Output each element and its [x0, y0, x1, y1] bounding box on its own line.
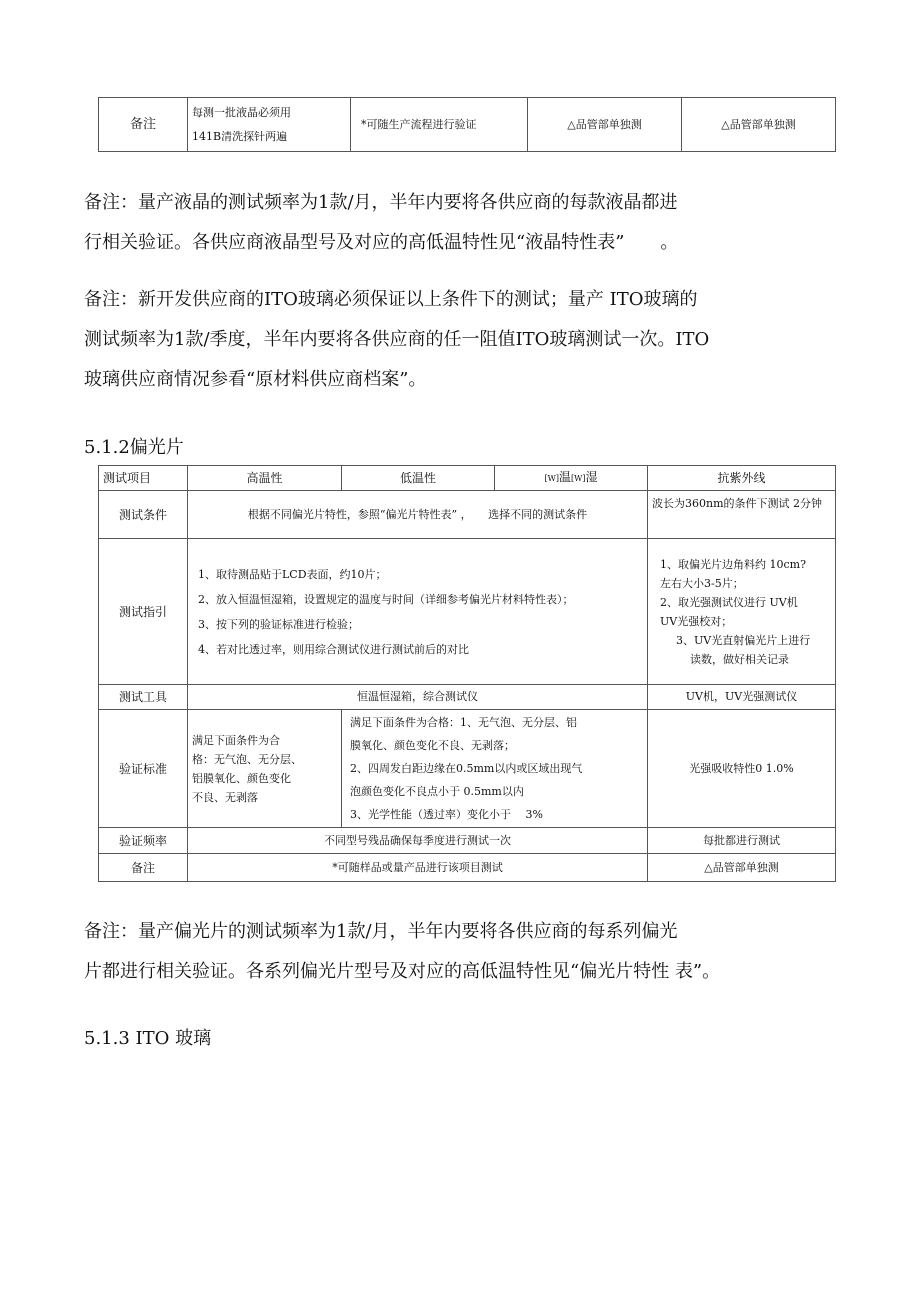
frequency-text: 不同型号残品确保每季度进行测试一次 — [188, 828, 648, 854]
tool-text: 恒温恒湿箱，综合测试仪 — [188, 685, 648, 710]
condition-uv: 波长为360nm的条件下测试 2分钟 — [648, 491, 836, 539]
header-uv: 抗紫外线 — [648, 466, 836, 491]
frequency-uv: 每批都进行测试 — [648, 828, 836, 854]
ito-frequency-note: 备注：新开发供应商的ITO玻璃必须保证以上条件下的测试；量产 ITO玻璃的 测试频率为1款/季度，半年内要将各供应商的任一阻值ITO玻璃测试一次。ITO 玻璃供应商情况参看“原材料供应商档案”。 — [84, 289, 710, 390]
standard-label: 验证标准 — [99, 710, 188, 828]
guide-label: 测试指引 — [99, 539, 188, 685]
tool-uv: UV机，UV光强测试仪 — [648, 685, 836, 710]
probe-cleaning-note: 每测一批液晶必须用 141B清洗探针两遍 — [188, 98, 351, 152]
table-row — [99, 854, 836, 882]
standard-high-temp: 满足下面条件为合 格：无气泡、无分层、 铝膜氧化、颜色变化 不良、无剥落 — [188, 710, 342, 828]
remark-text: *可随样品或量产品进行该项目测试 — [188, 854, 648, 882]
lcd-frequency-note: 备注：量产液晶的测试频率为1款/月，半年内要将各供应商的每款液晶都进 行相关验证。各供应商液晶型号及对应的高低温特性见“液晶特性表” 。 — [84, 192, 679, 253]
table-row — [99, 98, 836, 152]
top-remark-table — [98, 97, 836, 152]
qa-separate-test-2: △品管部单独测 — [682, 98, 836, 152]
standard-low-humid: 满足下面条件为合格：1、无气泡、无分层、铝 膜氧化、颜色变化不良、无剥落； 2、四周发白距边缘在0.5mm以内或区域出现气 泡颜色变化不良点小于 0.5mm以内 3、光学性能（透过率）变化小于 3% — [342, 710, 648, 828]
guide-steps: 1、取待测品贴于LCD表面，约10片； 2、放入恒温恒湿箱，设置规定的温度与时间（详细参考偏光片材料特性表）； 3、按下列的验证标准进行检验； 4、若对比透过率，则用综合测试仪进行测试前后的对比 — [188, 539, 648, 685]
header-item: 测试项目 — [99, 466, 188, 491]
table-row — [99, 685, 836, 710]
header-high-temp: 高温性 — [188, 466, 342, 491]
guide-uv-steps: 1、取偏光片边角料约 10cm? 左右大小3-5片； 2、取光强测试仪进行 UV机 UV光强校对； 3、UV光直射偏光片上进行 读数，做好相关记录 — [648, 539, 836, 685]
tool-label: 测试工具 — [99, 685, 188, 710]
frequency-label: 验证频率 — [99, 828, 188, 854]
section-heading-ito: 5.1.3 ITO 玻璃 — [84, 1028, 212, 1049]
remark-label: 备注 — [99, 854, 188, 882]
table-row — [99, 466, 836, 491]
table-row — [99, 491, 836, 539]
condition-label: 测试条件 — [99, 491, 188, 539]
header-low-temp: 低温性 — [342, 466, 495, 491]
qa-separate-test-1: △品管部单独测 — [528, 98, 682, 152]
table-row — [99, 710, 836, 828]
condition-text: 根据不同偏光片特性，参照“偏光片特性表” ， 选择不同的测试条件 — [188, 491, 648, 539]
table-row — [99, 539, 836, 685]
table-row — [99, 828, 836, 854]
process-verify-note: *可随生产流程进行验证 — [351, 98, 528, 152]
remark-label: 备注 — [99, 98, 188, 152]
standard-uv: 光强吸收特性0 1.0% — [648, 710, 836, 828]
polarizer-frequency-note: 备注：量产偏光片的测试频率为1款/月，半年内要将各供应商的每系列偏光 片都进行相关验证。各系列偏光片型号及对应的高低温特性见“偏光片特性 表”。 — [84, 921, 721, 982]
header-humidity: [W]温[W]湿 — [495, 466, 648, 491]
remark-uv: △品管部单独测 — [648, 854, 836, 882]
section-heading-polarizer: 5.1.2偏光片 — [84, 437, 184, 458]
polarizer-test-table — [98, 465, 836, 882]
